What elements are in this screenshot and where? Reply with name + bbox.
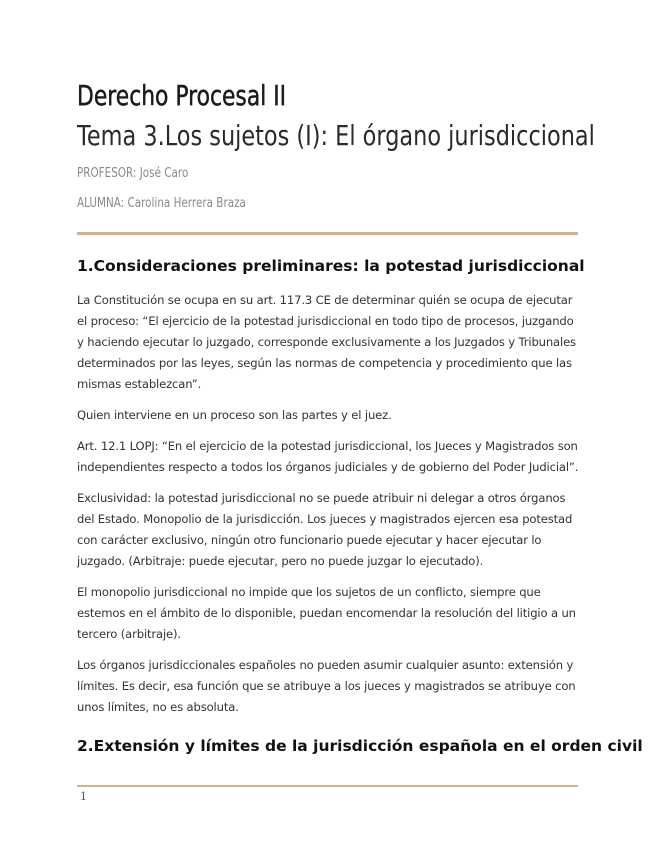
paragraph: La Constitución se ocupa en su art. 117.3 CE de determinar quién se ocupa de ejecutar el proceso: “El ejercicio de la potestad jurisdiccional en todo tipo de procesos, juzgando y haciendo ejecutar lo juzgado, corresponde exclusivamente a los Juzgados y Tribunales determinados por las leyes, según las normas de competencia y procedimiento que las mismas establezcan”. [77, 293, 576, 391]
paragraph: Art. 12.1 LOPJ: “En el ejercicio de la potestad jurisdiccional, los Jueces y Magistrados son independientes respecto a todos los órganos judiciales y de gobierno del Poder Judicial”. [77, 439, 579, 474]
page-number: 1 [80, 790, 87, 803]
document-subtitle: Tema 3.Los sujetos (I): El órgano jurisdiccional [77, 119, 595, 152]
paragraph: Los órganos jurisdiccionales españoles no pueden asumir cualquier asunto: extensión y límites. Es decir, esa función que se atribuye a los jueces y magistrados se atribuye con unos límites, no es absoluta. [77, 658, 576, 714]
paragraph: Exclusividad: la potestad jurisdiccional no se puede atribuir ni delegar a otros órganos del Estado. Monopolio de la jurisdicción. Los jueces y magistrados ejercen esa potestad con carácter exclusivo, ningún otro funcionario puede ejecutar y hacer ejecutar lo juzgado. (Arbitraje: puede ejecutar, pero no puede juzgar lo ejecutado). [77, 491, 573, 568]
section-heading-1: 1.Consideraciones preliminares: la potestad jurisdiccional [77, 257, 585, 275]
professor-line: PROFESOR: José Caro [77, 166, 189, 181]
paragraph: Quien interviene en un proceso son las partes y el juez. [77, 408, 392, 422]
section-body-1 [77, 290, 579, 728]
student-line: ALUMNA: Carolina Herrera Braza [77, 196, 246, 211]
header-divider [77, 232, 578, 235]
paragraph: El monopolio jurisdiccional no impide que los sujetos de un conflicto, siempre que estemos en el ámbito de lo disponible, puedan encomendar la resolución del litigio a un tercero (arbitraje). [77, 585, 576, 641]
section-heading-2: 2.Extensión y límites de la jurisdicción española en el orden civil [77, 737, 643, 755]
footer-divider [77, 785, 578, 787]
document-title: Derecho Procesal II [77, 79, 287, 112]
